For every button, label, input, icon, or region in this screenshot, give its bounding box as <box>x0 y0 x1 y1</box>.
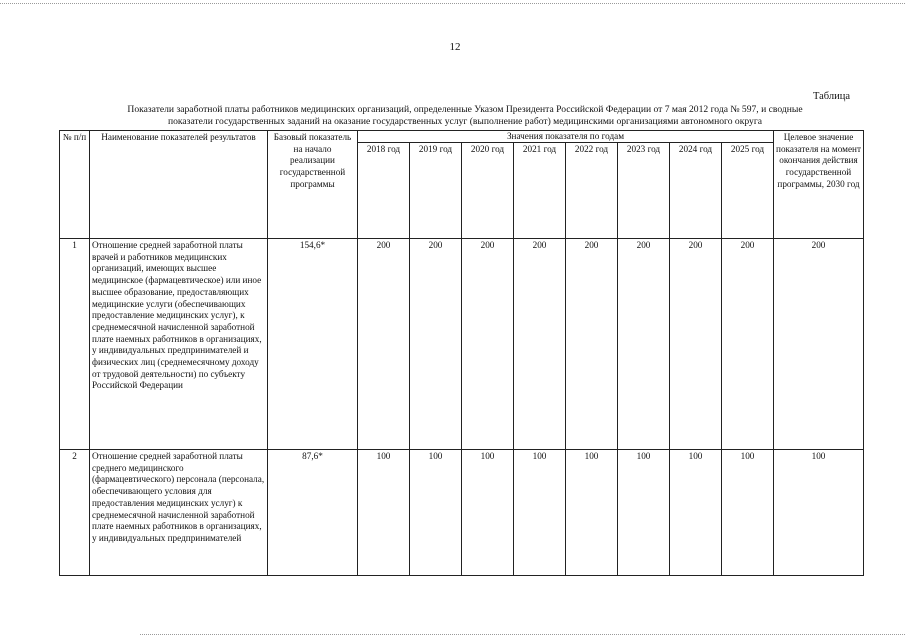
row-year-value: 100 <box>670 450 722 576</box>
header-name: Наименование показателей результатов <box>90 131 268 239</box>
row-year-value: 100 <box>462 450 514 576</box>
row-year-value: 200 <box>670 239 722 450</box>
header-years-group: Значения показателя по годам <box>358 131 774 143</box>
row-year-value: 200 <box>410 239 462 450</box>
table-row <box>60 450 864 576</box>
row-year-value: 100 <box>358 450 410 576</box>
row-year-value: 200 <box>618 239 670 450</box>
row-year-value: 100 <box>722 450 774 576</box>
row-year-value: 200 <box>722 239 774 450</box>
row-year-value: 200 <box>462 239 514 450</box>
header-year: 2019 год <box>410 143 462 239</box>
header-base: Базовый показатель на начало реализации государственной программы <box>268 131 358 239</box>
header-year: 2025 год <box>722 143 774 239</box>
header-year: 2021 год <box>514 143 566 239</box>
header-year: 2020 год <box>462 143 514 239</box>
row-target-value: 200 <box>774 239 864 450</box>
page-number: 12 <box>449 41 461 53</box>
table-row <box>60 239 864 450</box>
row-year-value: 100 <box>566 450 618 576</box>
row-year-value: 200 <box>566 239 618 450</box>
header-num: № п/п <box>60 131 90 239</box>
scan-top-edge <box>0 3 905 4</box>
row-base-value: 87,6* <box>268 450 358 576</box>
row-year-value: 100 <box>410 450 462 576</box>
row-year-value: 100 <box>618 450 670 576</box>
row-year-value: 200 <box>358 239 410 450</box>
table-caption <box>70 104 860 127</box>
header-year: 2022 год <box>566 143 618 239</box>
caption-line-1: Показатели заработной платы работников медицинских организаций, определенные Указом Президента Российской Федерации от 7 мая 2012 года № 597, и сводные <box>127 104 803 115</box>
row-indicator-name: Отношение средней заработной платы среднего медицинского (фармацевтического) персонала (персонала, обеспечивающего условия для предоставления медицинских услуг) к среднемесячной начисленной заработной плате наемных работников в организациях, у индивидуальных предпринимателей <box>90 450 268 576</box>
row-num: 1 <box>60 239 90 450</box>
caption-line-2: показатели государственных заданий на оказание государственных услуг (выполнение работ) медицинскими организациями автономного округа <box>167 115 763 127</box>
row-target-value: 100 <box>774 450 864 576</box>
indicators-table <box>59 130 864 576</box>
header-year: 2024 год <box>670 143 722 239</box>
scan-bottom-edge <box>140 634 905 635</box>
row-year-value: 200 <box>514 239 566 450</box>
row-year-value: 100 <box>514 450 566 576</box>
row-num: 2 <box>60 450 90 576</box>
header-row-1 <box>60 131 864 143</box>
row-indicator-name: Отношение средней заработной платы врачей и работников медицинских организаций, имеющих высшее медицинское (фармацевтическое) или иное высшее образование, предоставляющих медицинские услуги (обеспечивающих предоставление медицинских услуг), к среднемесячной начисленной заработной плате наемных работников в организациях, у индивидуальных предпринимателей и физических лиц (среднемесячному доходу от трудовой деятельности) по субъекту Российской Федерации <box>90 239 268 450</box>
table-label: Таблица <box>812 91 850 102</box>
header-target: Целевое значение показателя на момент окончания действия государственной программы, 2030 год <box>774 131 864 239</box>
header-year: 2023 год <box>618 143 670 239</box>
header-year: 2018 год <box>358 143 410 239</box>
row-base-value: 154,6* <box>268 239 358 450</box>
